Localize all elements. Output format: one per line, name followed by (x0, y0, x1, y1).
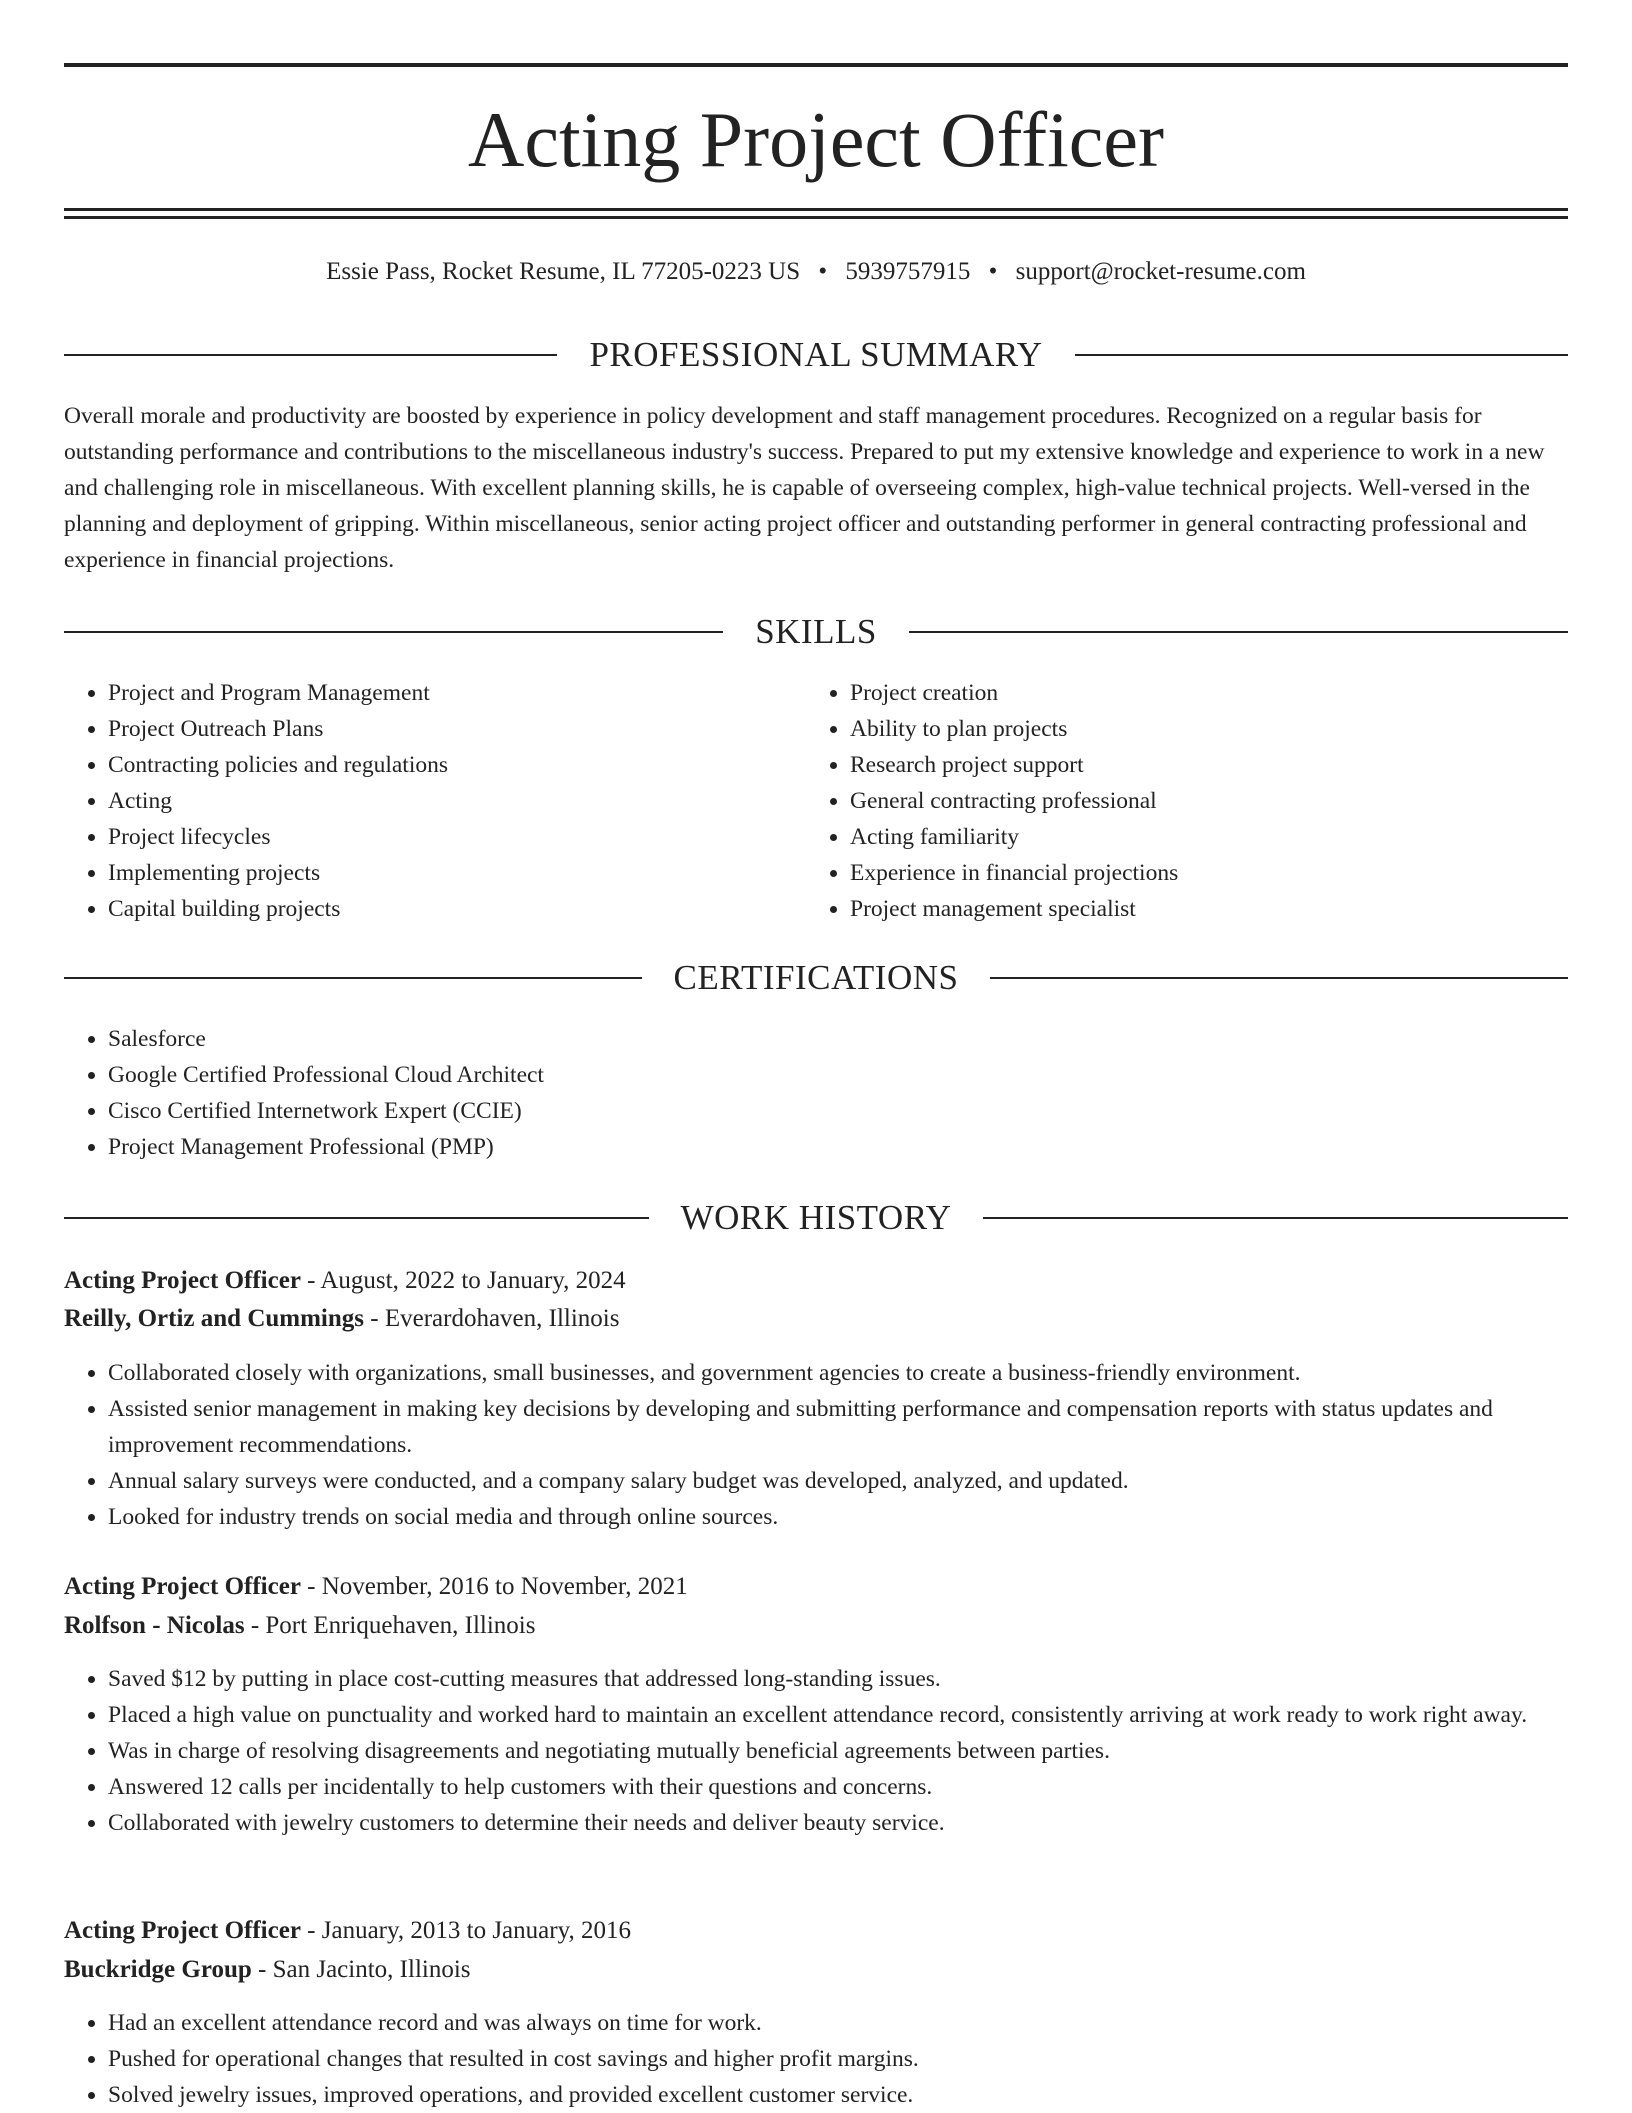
skill-item: • Project management specialist (850, 891, 1550, 927)
title-bottom-rule (64, 208, 1568, 211)
job-bullets (64, 2005, 1612, 2113)
title-bottom-rule-2 (64, 216, 1568, 219)
skill-item: • Research project support (850, 747, 1550, 783)
job-title: Acting Project Officer (64, 1267, 301, 1294)
skill-item: • Ability to plan projects (850, 711, 1550, 747)
heading-rule (64, 354, 557, 356)
job-dates: - August, 2022 to January, 2024 (300, 1267, 626, 1294)
certification-item: • Salesforce (108, 1021, 544, 1057)
heading-rule (909, 631, 1568, 633)
job-title: Acting Project Officer (64, 1573, 301, 1600)
job-bullet: • Had an excellent attendance record and was always on time for work. (108, 2005, 1612, 2041)
job-bullets (64, 1661, 1612, 1841)
heading-rule (990, 977, 1568, 979)
job-title: Acting Project Officer (64, 1917, 301, 1944)
job-location: - Port Enriquehaven, Illinois (244, 1612, 536, 1639)
heading-rule (64, 1217, 649, 1219)
summary-text: Overall morale and productivity are boosted by experience in policy development and staff management procedures. Recognized on a regular basis for outstanding performance and contributions to the miscellaneous industry's success. Prepared to put my extensive knowledge and experience to work in a new and challenging role in miscellaneous. With excellent planning skills, he is capable of overseeing complex, high-value technical projects. Well-versed in the planning and deployment of gripping. Within miscellaneous, senior acting project officer and outstanding performer in general contracting professional and experience in financial projections. (64, 403, 1545, 573)
job-bullets (64, 1355, 1612, 1535)
skill-item: • Contracting policies and regulations (108, 747, 808, 783)
job-company: Reilly, Ortiz and Cummings (64, 1305, 365, 1332)
job-location: - Everardohaven, Illinois (364, 1305, 620, 1332)
heading-rule (1075, 354, 1568, 356)
heading-rule (64, 977, 642, 979)
skill-item: • Project Outreach Plans (108, 711, 808, 747)
job-company-line (64, 1952, 471, 1988)
section-title-skills: SKILLS (755, 612, 877, 651)
skill-item: • Project and Program Management (108, 675, 808, 711)
contact-separator: • (988, 258, 998, 285)
certification-item: • Project Management Professional (PMP) (108, 1129, 544, 1165)
job-title-line (64, 1263, 626, 1299)
resume-title: Acting Project Officer (468, 96, 1164, 183)
skill-item: • Acting (108, 783, 808, 819)
job-company: Rolfson - Nicolas (64, 1612, 245, 1639)
job-bullet: • Answered 12 calls per incidentally to help customers with their questions and concerns. (108, 1769, 1612, 1805)
contact-line (64, 254, 1568, 290)
section-title-work-history: WORK HISTORY (680, 1198, 952, 1237)
job-company-line (64, 1301, 619, 1337)
certification-item: • Cisco Certified Internetwork Expert (CCIE) (108, 1093, 544, 1129)
job-bullet: • Collaborated with jewelry customers to determine their needs and deliver beauty service. (108, 1805, 1612, 1841)
skill-item: • Capital building projects (108, 891, 808, 927)
job-dates: - November, 2016 to November, 2021 (300, 1573, 688, 1600)
job-bullet: • Saved $12 by putting in place cost-cutting measures that addressed long-standing issues. (108, 1661, 1612, 1697)
job-bullet: • Looked for industry trends on social media and through online sources. (108, 1499, 1612, 1535)
contact-separator: • (818, 258, 828, 285)
job-bullet: • Placed a high value on punctuality and worked hard to maintain an excellent attendance record, consistently arriving at work ready to work right away. (108, 1697, 1612, 1733)
job-bullet: • Assisted senior management in making key decisions by developing and submitting performance and compensation reports with status updates and improvement recommendations. (108, 1391, 1612, 1463)
skill-item: • General contracting professional (850, 783, 1550, 819)
job-title-line (64, 1913, 631, 1949)
skills-list-left (64, 675, 808, 927)
section-heading-skills (64, 610, 1568, 654)
job-bullet: • Collaborated closely with organizations, small businesses, and government agencies to create a business-friendly environment. (108, 1355, 1612, 1391)
contact-address: Essie Pass, Rocket Resume, IL 77205-0223 US (326, 258, 801, 285)
job-company-line (64, 1608, 535, 1644)
skill-item: • Implementing projects (108, 855, 808, 891)
job-bullet: • Annual salary surveys were conducted, and a company salary budget was developed, analyzed, and updated. (108, 1463, 1612, 1499)
certifications-list (64, 1021, 544, 1165)
job-bullet: • Was in charge of resolving disagreements and negotiating mutually beneficial agreements between parties. (108, 1733, 1612, 1769)
job-location: - San Jacinto, Illinois (251, 1956, 471, 1983)
contact-phone: 5939757915 (845, 258, 971, 285)
job-dates: - January, 2013 to January, 2016 (300, 1917, 631, 1944)
job-bullet: • Solved jewelry issues, improved operations, and provided excellent customer service. (108, 2077, 1612, 2113)
job-company: Buckridge Group (64, 1956, 252, 1983)
skill-item: • Project creation (850, 675, 1550, 711)
title-top-rule (64, 63, 1568, 67)
heading-rule (983, 1217, 1568, 1219)
section-heading-summary (64, 333, 1568, 377)
section-heading-certifications (64, 956, 1568, 1000)
skill-item: • Acting familiarity (850, 819, 1550, 855)
job-title-line (64, 1569, 688, 1605)
skill-item: • Project lifecycles (108, 819, 808, 855)
certification-item: • Google Certified Professional Cloud Architect (108, 1057, 544, 1093)
skills-list-right (806, 675, 1550, 927)
section-title-summary: PROFESSIONAL SUMMARY (589, 335, 1043, 374)
job-bullet: • Pushed for operational changes that resulted in cost savings and higher profit margins. (108, 2041, 1612, 2077)
heading-rule (64, 631, 723, 633)
section-title-certifications: CERTIFICATIONS (673, 958, 959, 997)
section-heading-work-history (64, 1196, 1568, 1240)
contact-email: support@rocket-resume.com (1015, 258, 1306, 285)
skill-item: • Experience in financial projections (850, 855, 1550, 891)
